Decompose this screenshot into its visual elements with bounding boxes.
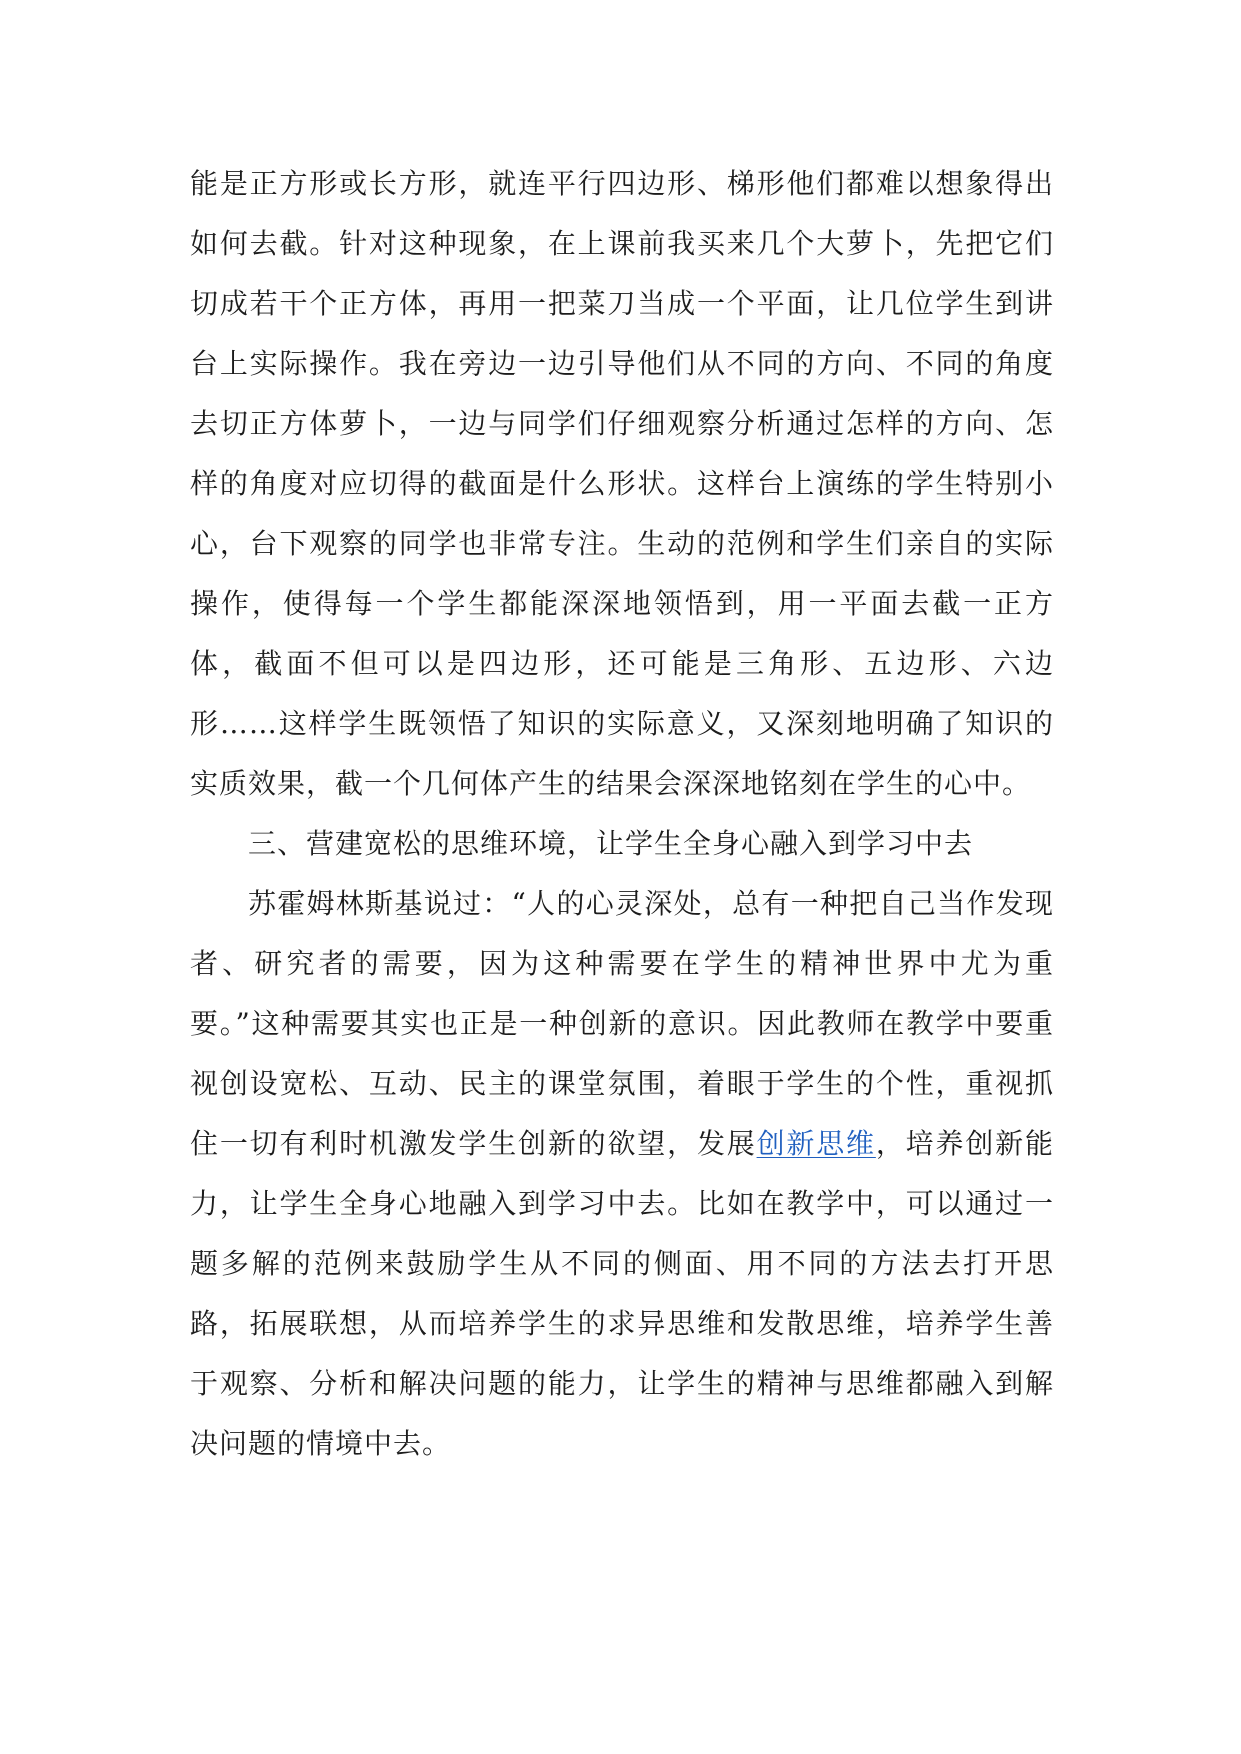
paragraph-text-after-link: ，培养创新能力，让学生全身心地融入到学习中去。比如在教学中，可以通过一题多解的范例来鼓励学生从不同的侧面、用不同的方法去打开思路，拓展联想，从而培养学生的求异思维和发散思维，培养学生善于观察、分析和解决问题的能力，让学生的精神与思维都融入到解决问题的情境中去。 — [190, 1127, 1054, 1460]
paragraph-continuation: 能是正方形或长方形，就连平行四边形、梯形他们都难以想象得出如何去截。针对这种现象，在上课前我买来几个大萝卜，先把它们切成若干个正方体，再用一把菜刀当成一个平面，让几位学生到讲台上实际操作。我在旁边一边引导他们从不同的方向、不同的角度去切正方体萝卜，一边与同学们仔细观察分析通过怎样的方向、怎样的角度对应切得的截面是什么形状。这样台上演练的学生特别小心，台下观察的同学也非常专注。生动的范例和学生们亲自的实际操作，使得每一个学生都能深深地领悟到，用一平面去截一正方体，截面不但可以是四边形，还可能是三角形、五边形、六边形……这样学生既领悟了知识的实际意义，又深刻地明确了知识的实质效果，截一个几何体产生的结果会深深地铭刻在学生的心中。 — [190, 167, 1054, 800]
paragraph-text-before-link: 苏霍姆林斯基说过：“人的心灵深处，总有一种把自己当作发现者、研究者的需要，因为这种需要在学生的精神世界中尤为重要。”这种需要其实也正是一种创新的意识。因此教师在教学中要重视创设宽松、互动、民主的课堂氛围，着眼于学生的个性，重视抓住一切有利时机激发学生创新的欲望，发展 — [190, 887, 1054, 1160]
section-heading-three: 三、营建宽松的思维环境，让学生全身心融入到学习中去 — [248, 827, 974, 860]
innovative-thinking-link[interactable]: 创新思维 — [756, 1127, 876, 1160]
paragraph-sukhomlinsky — [190, 874, 1054, 1474]
document-body — [190, 154, 1054, 1474]
